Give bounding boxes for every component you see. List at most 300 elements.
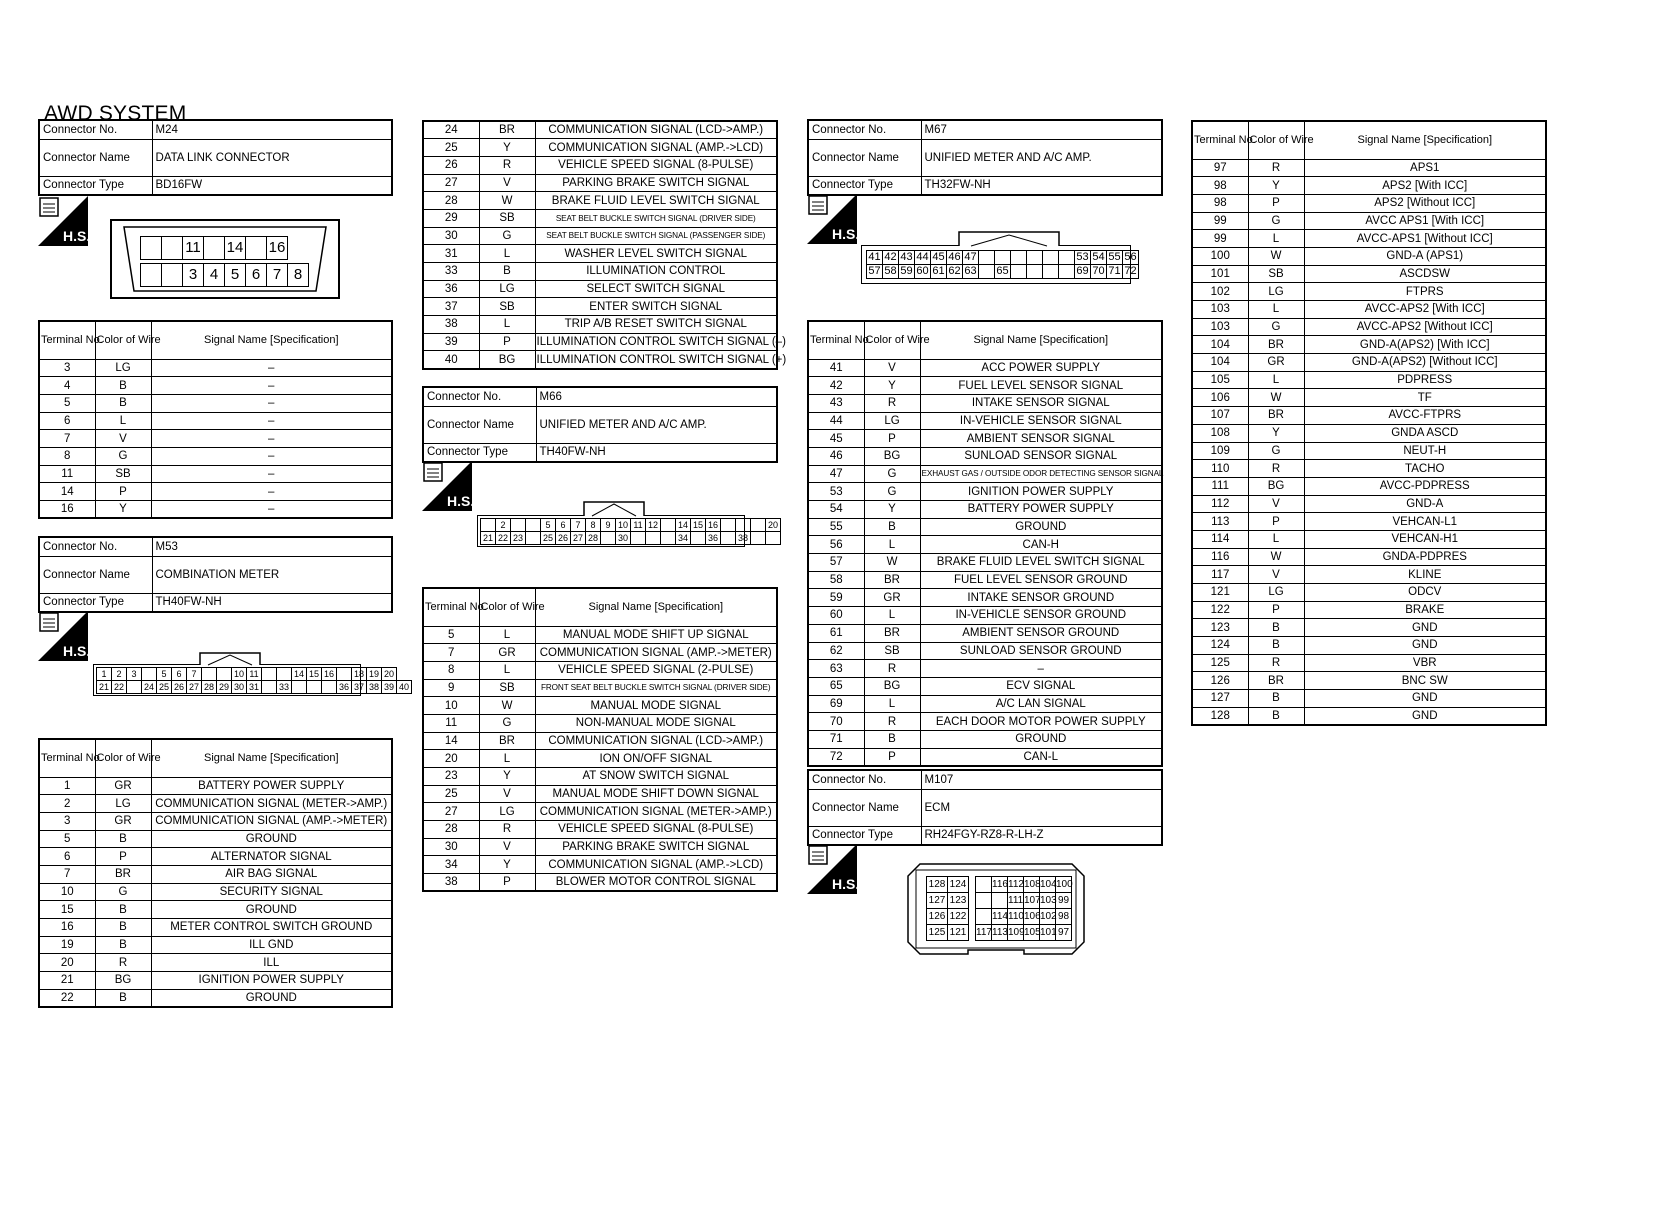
table-row [1192, 371, 1546, 389]
signal-name-cell: GNDA-PDPRES [1304, 548, 1546, 566]
terminal-table-m53-continued [422, 120, 787, 370]
col-color: Color of Wire [864, 321, 920, 359]
signal-name-cell: AVCC-APS2 [With ICC] [1304, 301, 1546, 319]
terminal-no-cell: 46 [808, 447, 864, 465]
signal-name-cell: – [151, 465, 392, 483]
table-row [39, 377, 392, 395]
table-row [423, 263, 777, 281]
table-row [39, 830, 392, 848]
connector-pin: 12 [645, 518, 661, 532]
connector-pin: 121 [947, 924, 969, 941]
wire-color-cell: SB [95, 465, 151, 483]
col-signal: Signal Name [Specification] [535, 588, 777, 626]
terminal-table-m67 [807, 320, 1163, 767]
table-row [808, 695, 1162, 713]
terminal-no-cell: 57 [808, 554, 864, 572]
page-title: AWD SYSTEM [44, 102, 187, 125]
table-row [423, 351, 777, 369]
signal-name-cell: FUEL LEVEL SENSOR SIGNAL [920, 377, 1162, 395]
signal-name-cell: IGNITION POWER SUPPLY [151, 972, 392, 990]
signal-name-cell: COMMUNICATION SIGNAL (AMP.->METER) [151, 812, 392, 830]
terminal-no-cell: 28 [423, 821, 479, 839]
terminal-no-cell: 104 [1192, 354, 1248, 372]
table-row [1192, 477, 1546, 495]
table-row [808, 483, 1162, 501]
signal-name-cell: CAN-H [920, 536, 1162, 554]
col-terminal-no: Terminal No. [808, 321, 864, 359]
signal-name-cell: TRIP A/B RESET SWITCH SIGNAL [535, 316, 777, 334]
terminal-table-m24 [38, 320, 393, 519]
connector-pin [645, 531, 661, 545]
connector-pin [1058, 264, 1075, 279]
terminal-no-cell: 128 [1192, 707, 1248, 725]
table-row [423, 661, 777, 679]
signal-name-cell: GND [1304, 690, 1546, 708]
signal-name-cell: ACC POWER SUPPLY [920, 359, 1162, 377]
connector-pin: 112 [1007, 876, 1024, 893]
terminal-no-cell: 47 [808, 465, 864, 483]
wire-color-cell: G [95, 447, 151, 465]
connector-pin: 42 [882, 250, 899, 265]
table-row [808, 660, 1162, 678]
wire-color-cell: LG [479, 803, 535, 821]
signal-name-cell: AVCC-APS1 [Without ICC] [1304, 230, 1546, 248]
wire-color-cell: Y [95, 501, 151, 519]
terminal-no-cell: 5 [39, 830, 95, 848]
connector-pin: 58 [882, 264, 899, 279]
terminal-no-cell: 107 [1192, 407, 1248, 425]
col-color: Color of Wire [1248, 121, 1304, 159]
connector-pin: 117 [975, 924, 992, 941]
terminal-no-cell: 42 [808, 377, 864, 395]
terminal-no-cell: 43 [808, 394, 864, 412]
table-row [423, 821, 777, 839]
terminal-no-cell: 110 [1192, 460, 1248, 478]
wire-color-cell: B [1248, 637, 1304, 655]
wire-color-cell: W [864, 554, 920, 572]
connector-pin: 99 [1055, 892, 1072, 909]
signal-name-cell: NEUT-H [1304, 442, 1546, 460]
connector-pin: 11 [246, 667, 262, 681]
table-row [808, 412, 1162, 430]
table-row [1192, 424, 1546, 442]
wire-color-cell: R [864, 713, 920, 731]
table-row [39, 412, 392, 430]
terminal-no-cell: 3 [39, 812, 95, 830]
connector-type-value: RH24FGY-RZ8-R-LH-Z [921, 826, 1162, 845]
signal-name-cell: VEHICLE SPEED SIGNAL (8-PULSE) [535, 156, 777, 174]
table-row [1192, 672, 1546, 690]
connector-pin: 25 [540, 531, 556, 545]
signal-name-cell: EACH DOOR MOTOR POWER SUPPLY [920, 713, 1162, 731]
connector-pin: 69 [1074, 264, 1091, 279]
signal-name-cell: ILLUMINATION CONTROL SWITCH SIGNAL (+) [535, 351, 777, 369]
terminal-no-cell: 34 [423, 856, 479, 874]
wire-color-cell: W [479, 697, 535, 715]
connector-diagram-m67 [861, 245, 1137, 284]
hs-label: H.S. [63, 643, 91, 659]
wire-color-cell: V [479, 785, 535, 803]
table-row [1192, 301, 1546, 319]
terminal-no-cell: 44 [808, 412, 864, 430]
terminal-no-cell: 10 [39, 883, 95, 901]
signal-name-cell: GND [1304, 637, 1546, 655]
connector-pin: 70 [1090, 264, 1107, 279]
signal-name-cell: APS1 [1304, 159, 1546, 177]
signal-name-cell: MANUAL MODE SHIFT UP SIGNAL [535, 626, 777, 644]
terminal-no-cell: 8 [423, 661, 479, 679]
connector-pin: 20 [765, 518, 781, 532]
table-row [808, 394, 1162, 412]
label-connector-no: Connector No. [808, 770, 921, 789]
wire-color-cell: BR [479, 121, 535, 139]
connector-pin: 8 [585, 518, 601, 532]
connector-pin: 45 [930, 250, 947, 265]
terminal-no-cell: 56 [808, 536, 864, 554]
wire-color-cell: W [1248, 548, 1304, 566]
terminal-no-cell: 45 [808, 430, 864, 448]
connector-pin: 125 [926, 924, 948, 941]
signal-name-cell: BNC SW [1304, 672, 1546, 690]
connector-pin: 5 [224, 263, 246, 287]
terminal-no-cell: 30 [423, 838, 479, 856]
signal-name-cell: FUEL LEVEL SENSOR GROUND [920, 571, 1162, 589]
table-row [423, 732, 777, 750]
connector-pin [690, 531, 706, 545]
connector-pin [525, 531, 541, 545]
signal-name-cell: COMMUNICATION SIGNAL (LCD->AMP.) [535, 121, 777, 139]
terminal-no-cell: 29 [423, 209, 479, 227]
connector-pin [216, 667, 232, 681]
connector-pin: 10 [231, 667, 247, 681]
table-row [39, 989, 392, 1007]
connector-diagram-m24 [110, 219, 340, 299]
terminal-table-m53 [38, 738, 393, 1008]
wire-color-cell: BG [864, 447, 920, 465]
table-row [1192, 619, 1546, 637]
connector-pin [510, 518, 526, 532]
wire-color-cell: BR [95, 865, 151, 883]
connector-type-value: TH32FW-NH [921, 176, 1162, 195]
col-signal: Signal Name [Specification] [920, 321, 1162, 359]
table-row [39, 777, 392, 795]
wire-color-cell: GR [95, 777, 151, 795]
signal-name-cell: NON-MANUAL MODE SIGNAL [535, 714, 777, 732]
terminal-no-cell: 38 [423, 874, 479, 892]
terminal-no-cell: 62 [808, 642, 864, 660]
connector-pin: 34 [675, 531, 691, 545]
wire-color-cell: B [864, 730, 920, 748]
terminal-no-cell: 72 [808, 748, 864, 766]
table-row [1192, 177, 1546, 195]
wire-color-cell: L [864, 536, 920, 554]
connector-pin [276, 667, 292, 681]
connector-pin [735, 518, 751, 532]
connector-pin: 60 [914, 264, 931, 279]
connector-pin: 29 [216, 680, 232, 694]
connector-pin: 26 [555, 531, 571, 545]
wire-color-cell: G [1248, 212, 1304, 230]
table-row [39, 795, 392, 813]
connector-pin: 36 [336, 680, 352, 694]
terminal-no-cell: 63 [808, 660, 864, 678]
connector-pin: 109 [1007, 924, 1024, 941]
signal-name-cell: – [920, 660, 1162, 678]
signal-name-cell: BATTERY POWER SUPPLY [151, 777, 392, 795]
wire-color-cell: B [95, 830, 151, 848]
connector-pin: 97 [1055, 924, 1072, 941]
signal-name-cell: SUNLOAD SENSOR SIGNAL [920, 447, 1162, 465]
terminal-no-cell: 31 [423, 245, 479, 263]
table-row [423, 679, 777, 697]
signal-name-cell: ILL [151, 954, 392, 972]
terminal-no-cell: 7 [39, 865, 95, 883]
table-row [1192, 548, 1546, 566]
connector-pin: 27 [570, 531, 586, 545]
signal-name-cell: – [151, 394, 392, 412]
label-connector-no: Connector No. [423, 387, 536, 406]
signal-name-cell: ENTER SWITCH SIGNAL [535, 298, 777, 316]
table-row [808, 377, 1162, 395]
wire-color-cell: P [864, 748, 920, 766]
wire-color-cell: B [1248, 690, 1304, 708]
connector-no-value: M67 [921, 120, 1162, 139]
connector-pin [525, 518, 541, 532]
signal-name-cell: TACHO [1304, 460, 1546, 478]
table-row [808, 589, 1162, 607]
signal-name-cell: EXHAUST GAS / OUTSIDE ODOR DETECTING SENSOR SIGNAL [920, 465, 1162, 483]
table-row [1192, 513, 1546, 531]
table-row [423, 785, 777, 803]
signal-name-cell: COMMUNICATION SIGNAL (LCD->AMP.) [535, 732, 777, 750]
wire-color-cell: P [1248, 513, 1304, 531]
connector-header-m67 [807, 119, 1163, 196]
wire-color-cell: GR [479, 644, 535, 662]
connector-pin: 116 [991, 876, 1008, 893]
terminal-no-cell: 121 [1192, 584, 1248, 602]
connector-pin [203, 236, 225, 260]
label-connector-name: Connector Name [39, 139, 152, 176]
terminal-no-cell: 117 [1192, 566, 1248, 584]
terminal-no-cell: 98 [1192, 194, 1248, 212]
connector-pin: 44 [914, 250, 931, 265]
terminal-no-cell: 7 [39, 430, 95, 448]
signal-name-cell: VEHCAN-H1 [1304, 530, 1546, 548]
connector-pin [321, 680, 337, 694]
connector-pin: 105 [1023, 924, 1040, 941]
terminal-no-cell: 116 [1192, 548, 1248, 566]
connector-pin [480, 518, 496, 532]
table-row [423, 139, 777, 157]
connector-pin [1058, 250, 1075, 265]
terminal-no-cell: 102 [1192, 283, 1248, 301]
table-row [808, 518, 1162, 536]
terminal-no-cell: 22 [39, 989, 95, 1007]
wire-color-cell: SB [479, 209, 535, 227]
wire-color-cell: SB [864, 642, 920, 660]
wire-color-cell: B [95, 989, 151, 1007]
connector-pin [126, 680, 142, 694]
wire-color-cell: B [95, 919, 151, 937]
signal-name-cell: BLOWER MOTOR CONTROL SIGNAL [535, 874, 777, 892]
table-row [423, 874, 777, 892]
connector-pin: 5 [156, 667, 172, 681]
pin-row-bottom [140, 263, 308, 287]
table-row [423, 192, 777, 210]
connector-pin: 7 [266, 263, 288, 287]
terminal-no-cell: 24 [423, 121, 479, 139]
label-connector-type: Connector Type [808, 826, 921, 845]
table-row [808, 359, 1162, 377]
connector-pin [720, 518, 736, 532]
connector-pin [991, 892, 1008, 909]
wire-color-cell: L [1248, 230, 1304, 248]
table-row [423, 227, 777, 245]
wire-color-cell: B [1248, 619, 1304, 637]
connector-pin: 108 [1023, 876, 1040, 893]
wire-color-cell: P [95, 848, 151, 866]
wire-color-cell: G [479, 227, 535, 245]
connector-pin: 59 [898, 264, 915, 279]
terminal-no-cell: 105 [1192, 371, 1248, 389]
wire-color-cell: V [95, 430, 151, 448]
signal-name-cell: GROUND [151, 830, 392, 848]
table-row [39, 812, 392, 830]
connector-header-m107 [807, 769, 1163, 846]
connector-pin: 36 [705, 531, 721, 545]
connector-pin: 16 [321, 667, 337, 681]
signal-name-cell: – [151, 377, 392, 395]
signal-name-cell: ODCV [1304, 584, 1546, 602]
signal-name-cell: – [151, 412, 392, 430]
wire-color-cell: LG [1248, 584, 1304, 602]
connector-pin: 55 [1106, 250, 1123, 265]
connector-name-value: COMBINATION METER [152, 556, 392, 593]
table-row [1192, 389, 1546, 407]
signal-name-cell: METER CONTROL SWITCH GROUND [151, 919, 392, 937]
terminal-no-cell: 61 [808, 624, 864, 642]
wire-color-cell: L [1248, 371, 1304, 389]
signal-name-cell: AVCC-APS2 [Without ICC] [1304, 318, 1546, 336]
wire-color-cell: G [1248, 442, 1304, 460]
table-row [39, 483, 392, 501]
terminal-no-cell: 38 [423, 316, 479, 334]
connector-pin [140, 263, 162, 287]
table-row [808, 642, 1162, 660]
connector-pin: 101 [1039, 924, 1056, 941]
wire-color-cell: LG [864, 412, 920, 430]
col-color: Color of Wire [95, 739, 151, 777]
wire-color-cell: LG [95, 795, 151, 813]
signal-name-cell: VEHICLE SPEED SIGNAL (8-PULSE) [535, 821, 777, 839]
terminal-no-cell: 71 [808, 730, 864, 748]
table-row [1192, 442, 1546, 460]
table-row [423, 644, 777, 662]
col-terminal-no: Terminal No. [39, 739, 95, 777]
terminal-no-cell: 41 [808, 359, 864, 377]
pin-grid-row [926, 924, 1071, 941]
signal-name-cell: IN-VEHICLE SENSOR SIGNAL [920, 412, 1162, 430]
connector-pin: 72 [1122, 264, 1139, 279]
pin-row-bottom [480, 531, 780, 545]
terminal-no-cell: 8 [39, 447, 95, 465]
terminal-no-cell: 14 [39, 483, 95, 501]
wire-color-cell: L [479, 661, 535, 679]
wire-color-cell: BG [864, 677, 920, 695]
terminal-no-cell: 124 [1192, 637, 1248, 655]
connector-pin [1042, 250, 1059, 265]
connector-pin: 6 [171, 667, 187, 681]
wire-color-cell: B [479, 263, 535, 281]
connector-pin: 28 [201, 680, 217, 694]
connector-pin: 7 [186, 667, 202, 681]
table-row [808, 607, 1162, 625]
signal-name-cell: BRAKE FLUID LEVEL SWITCH SIGNAL [920, 554, 1162, 572]
wire-color-cell: L [479, 750, 535, 768]
terminal-no-cell: 10 [423, 697, 479, 715]
connector-pin [261, 667, 277, 681]
connector-pin [994, 250, 1011, 265]
table-row [423, 298, 777, 316]
connector-pin: 26 [171, 680, 187, 694]
col-terminal-no: Terminal No. [423, 588, 479, 626]
wire-color-cell: P [479, 333, 535, 351]
connector-pin: 31 [246, 680, 262, 694]
wire-color-cell: V [479, 174, 535, 192]
terminal-no-cell: 40 [423, 351, 479, 369]
wire-color-cell: B [95, 936, 151, 954]
signal-name-cell: – [151, 430, 392, 448]
hs-label: H.S. [63, 228, 91, 244]
connector-pin [245, 236, 267, 260]
terminal-no-cell: 39 [423, 333, 479, 351]
connector-pin [975, 908, 992, 925]
label-connector-type: Connector Type [39, 593, 152, 612]
label-connector-type: Connector Type [39, 176, 152, 195]
signal-name-cell: GROUND [151, 989, 392, 1007]
wire-color-cell: L [479, 245, 535, 263]
wire-color-cell: B [1248, 707, 1304, 725]
terminal-no-cell: 69 [808, 695, 864, 713]
terminal-no-cell: 59 [808, 589, 864, 607]
terminal-no-cell: 103 [1192, 301, 1248, 319]
col-color: Color of Wire [95, 321, 151, 359]
table-row [423, 174, 777, 192]
table-row [423, 316, 777, 334]
table-row [1192, 354, 1546, 372]
table-row [39, 954, 392, 972]
connector-pin: 107 [1023, 892, 1040, 909]
wire-color-cell: R [1248, 159, 1304, 177]
signal-name-cell: GND-A(APS2) [Without ICC] [1304, 354, 1546, 372]
label-connector-no: Connector No. [39, 120, 152, 139]
wire-color-cell: BR [1248, 336, 1304, 354]
table-row [1192, 584, 1546, 602]
connector-no-value: M66 [536, 387, 777, 406]
signal-name-cell: SELECT SWITCH SIGNAL [535, 280, 777, 298]
wire-color-cell: BR [1248, 407, 1304, 425]
signal-name-cell: KLINE [1304, 566, 1546, 584]
table-row [423, 280, 777, 298]
connector-name-value: UNIFIED METER AND A/C AMP. [921, 139, 1162, 176]
connector-pin: 14 [224, 236, 246, 260]
pin-row-top [480, 518, 780, 532]
wire-color-cell: Y [864, 377, 920, 395]
terminal-no-cell: 103 [1192, 318, 1248, 336]
table-row [1192, 336, 1546, 354]
connector-pin: 27 [186, 680, 202, 694]
table-row [39, 394, 392, 412]
